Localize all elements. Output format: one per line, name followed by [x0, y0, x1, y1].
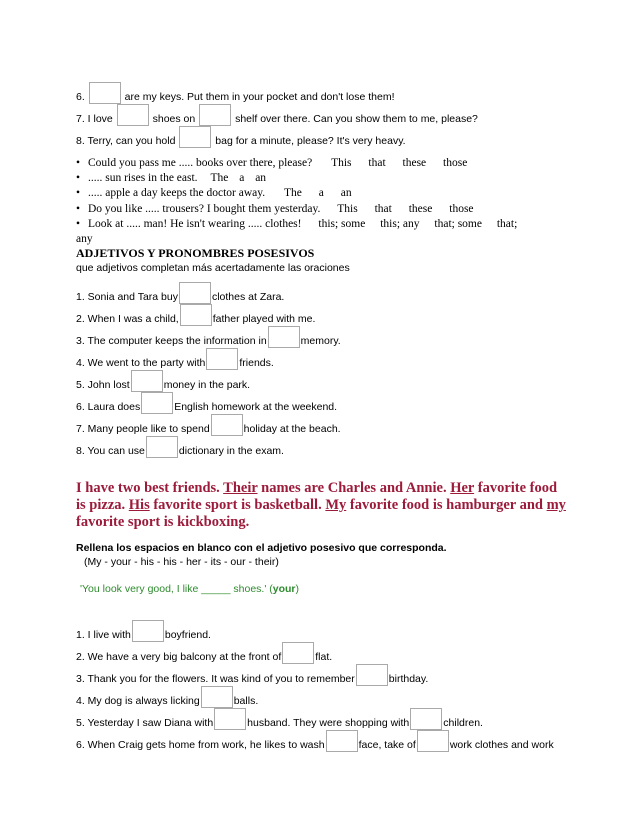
fill-item [76, 686, 258, 708]
option: The [210, 172, 229, 184]
sentence-text: father played with me. [212, 313, 316, 325]
sentence-text: clothes at Zara. [211, 291, 285, 303]
example-paragraph [76, 480, 566, 531]
option: these [402, 157, 427, 169]
highlighted-word: His [128, 497, 150, 513]
word-options: (My - your - his - his - her - its - our - their) [84, 556, 279, 568]
option: an [255, 172, 267, 184]
sentence-text: shoes on [152, 113, 196, 125]
example-text: favorite sport is kickboxing. [76, 514, 250, 530]
sentence-7 [76, 104, 478, 126]
bullet-text: ..... sun rises in the east. [88, 172, 198, 184]
option: those [449, 203, 474, 215]
answer-box[interactable] [201, 686, 233, 708]
option: that; some [434, 218, 482, 230]
fill-item [76, 664, 428, 686]
option: This [337, 203, 358, 215]
sentence-text: 5. John lost [76, 379, 130, 391]
option: that [374, 203, 392, 215]
answer-box[interactable] [211, 414, 243, 436]
fill-item [76, 708, 483, 730]
bullet-item [76, 156, 467, 170]
section-heading: ADJETIVOS Y PRONOMBRES POSESIVOS [76, 246, 315, 260]
bullet-item [76, 186, 352, 200]
answer-box[interactable] [117, 104, 149, 126]
bullet-text: Look at ..... man! He isn't wearing ..... clothes! [88, 218, 302, 230]
sentence-text: holiday at the beach. [243, 423, 341, 435]
fill-item [76, 642, 332, 664]
sentence-text: 4. We went to the party with [76, 357, 206, 369]
sentence-text: boyfriend. [164, 629, 211, 641]
sentence-text: flat. [315, 651, 333, 663]
answer-box[interactable] [132, 620, 164, 642]
answer-box[interactable] [146, 436, 178, 458]
sentence-text: dictionary in the exam. [178, 445, 284, 457]
fill-instruction: Rellena los espacios en blanco con el adjetivo posesivo que corresponda. [76, 542, 447, 554]
bullet-icon: • [76, 203, 81, 215]
sentence-text: children. [443, 717, 483, 729]
sentence-text: birthday. [388, 673, 429, 685]
bullet-text: Could you pass me ..... books over there, please? [88, 157, 313, 169]
answer-box[interactable] [179, 126, 211, 148]
sentence-text: 2. When I was a child, [76, 313, 179, 325]
possessive-item [76, 304, 315, 326]
answer-box[interactable] [206, 348, 238, 370]
answer-box[interactable] [180, 304, 212, 326]
bullet-icon: • [76, 218, 81, 230]
option: an [340, 187, 352, 199]
possessive-item [76, 348, 274, 370]
option: those [443, 157, 468, 169]
answer-box[interactable] [410, 708, 442, 730]
option: The [284, 187, 302, 199]
bullet-text: ..... apple a day keeps the doctor away. [88, 187, 266, 199]
sentence-text: 8. You can use [76, 445, 145, 457]
bullet-text: Do you like ..... trousers? I bought them yesterday. [88, 203, 321, 215]
sentence-number: 6. [76, 91, 85, 103]
sentence-text: 4. My dog is always licking [76, 695, 200, 707]
answer-box[interactable] [214, 708, 246, 730]
bullet-item [76, 202, 474, 216]
answer-box[interactable] [326, 730, 358, 752]
possessive-item [76, 282, 284, 304]
sentence-text: 3. Thank you for the flowers. It was kind of you to remember [76, 673, 355, 685]
sentence-text: 2. We have a very big balcony at the front of [76, 651, 282, 663]
sentence-text: shelf over there. Can you show them to me, please? [235, 113, 478, 125]
sentence-text: bag for a minute, please? It's very heavy. [215, 135, 406, 147]
option: this; any [380, 218, 420, 230]
answer-box[interactable] [356, 664, 388, 686]
section-instruction: que adjetivos completan más acertadamente las oraciones [76, 262, 350, 274]
option: a [239, 172, 245, 184]
highlighted-word: Their [223, 480, 258, 496]
example-text: favorite food is pizza. [76, 480, 558, 513]
sentence-text: memory. [300, 335, 341, 347]
sentence-text: money in the park. [163, 379, 251, 391]
sentence-text: work clothes and work [449, 739, 554, 751]
bullet-icon: • [76, 172, 81, 184]
sentence-text: 7. Many people like to spend [76, 423, 210, 435]
answer-box[interactable] [282, 642, 314, 664]
possessive-item [76, 326, 341, 348]
bullet-wrap-text: any [76, 233, 93, 245]
sentence-text: 1. Sonia and Tara buy [76, 291, 178, 303]
possessive-item [76, 414, 341, 436]
bullet-icon: • [76, 187, 81, 199]
option: that; [496, 218, 518, 230]
example-text: I have two best friends. [76, 480, 224, 496]
sentence-text: 8. Terry, can you hold [76, 135, 176, 147]
sample-text: 'You look very good, I like _____ shoes.' ( [80, 583, 273, 595]
highlighted-word: my [546, 497, 566, 513]
highlighted-word: My [325, 497, 347, 513]
sentence-text: 5. Yesterday I saw Diana with [76, 717, 214, 729]
sentence-text: 6. Laura does [76, 401, 141, 413]
answer-box[interactable] [89, 82, 121, 104]
sentence-text: 1. I live with [76, 629, 131, 641]
sentence-text: 3. The computer keeps the information in [76, 335, 267, 347]
answer-box[interactable] [131, 370, 163, 392]
sentence-text: 7. I love [76, 113, 113, 125]
sentence-text: English homework at the weekend. [174, 401, 338, 413]
example-text: names are Charles and Annie. [257, 480, 451, 496]
answer-box[interactable] [199, 104, 231, 126]
sentence-6 [76, 82, 395, 104]
bullet-item [76, 217, 517, 231]
option: a [318, 187, 324, 199]
highlighted-word: Her [450, 480, 475, 496]
sentence-text: 6. When Craig gets home from work, he likes to wash [76, 739, 325, 751]
answer-box[interactable] [417, 730, 449, 752]
bullet-icon: • [76, 157, 81, 169]
possessive-item [76, 370, 250, 392]
fill-item [76, 730, 554, 752]
fill-item [76, 620, 211, 642]
answer-box[interactable] [141, 392, 173, 414]
sentence-text: balls. [233, 695, 259, 707]
sample-text: ) [295, 583, 300, 595]
sentence-text: are my keys. Put them in your pocket and don't lose them! [124, 91, 395, 103]
option: that [368, 157, 386, 169]
example-text: favorite sport is basketball. [149, 497, 326, 513]
sentence-text: husband. They were shopping with [247, 717, 410, 729]
possessive-item [76, 436, 284, 458]
option: these [408, 203, 433, 215]
bullet-item [76, 171, 266, 185]
sentence-8 [76, 126, 406, 148]
sentence-text: friends. [239, 357, 274, 369]
option: This [331, 157, 352, 169]
possessive-item [76, 392, 337, 414]
example-text: favorite food is hamburger and [346, 497, 547, 513]
answer-box[interactable] [268, 326, 300, 348]
answer-box[interactable] [179, 282, 211, 304]
option: this; some [318, 218, 366, 230]
sentence-text: face, take of [358, 739, 416, 751]
sample-sentence [80, 583, 299, 596]
sample-answer: your [272, 583, 296, 595]
